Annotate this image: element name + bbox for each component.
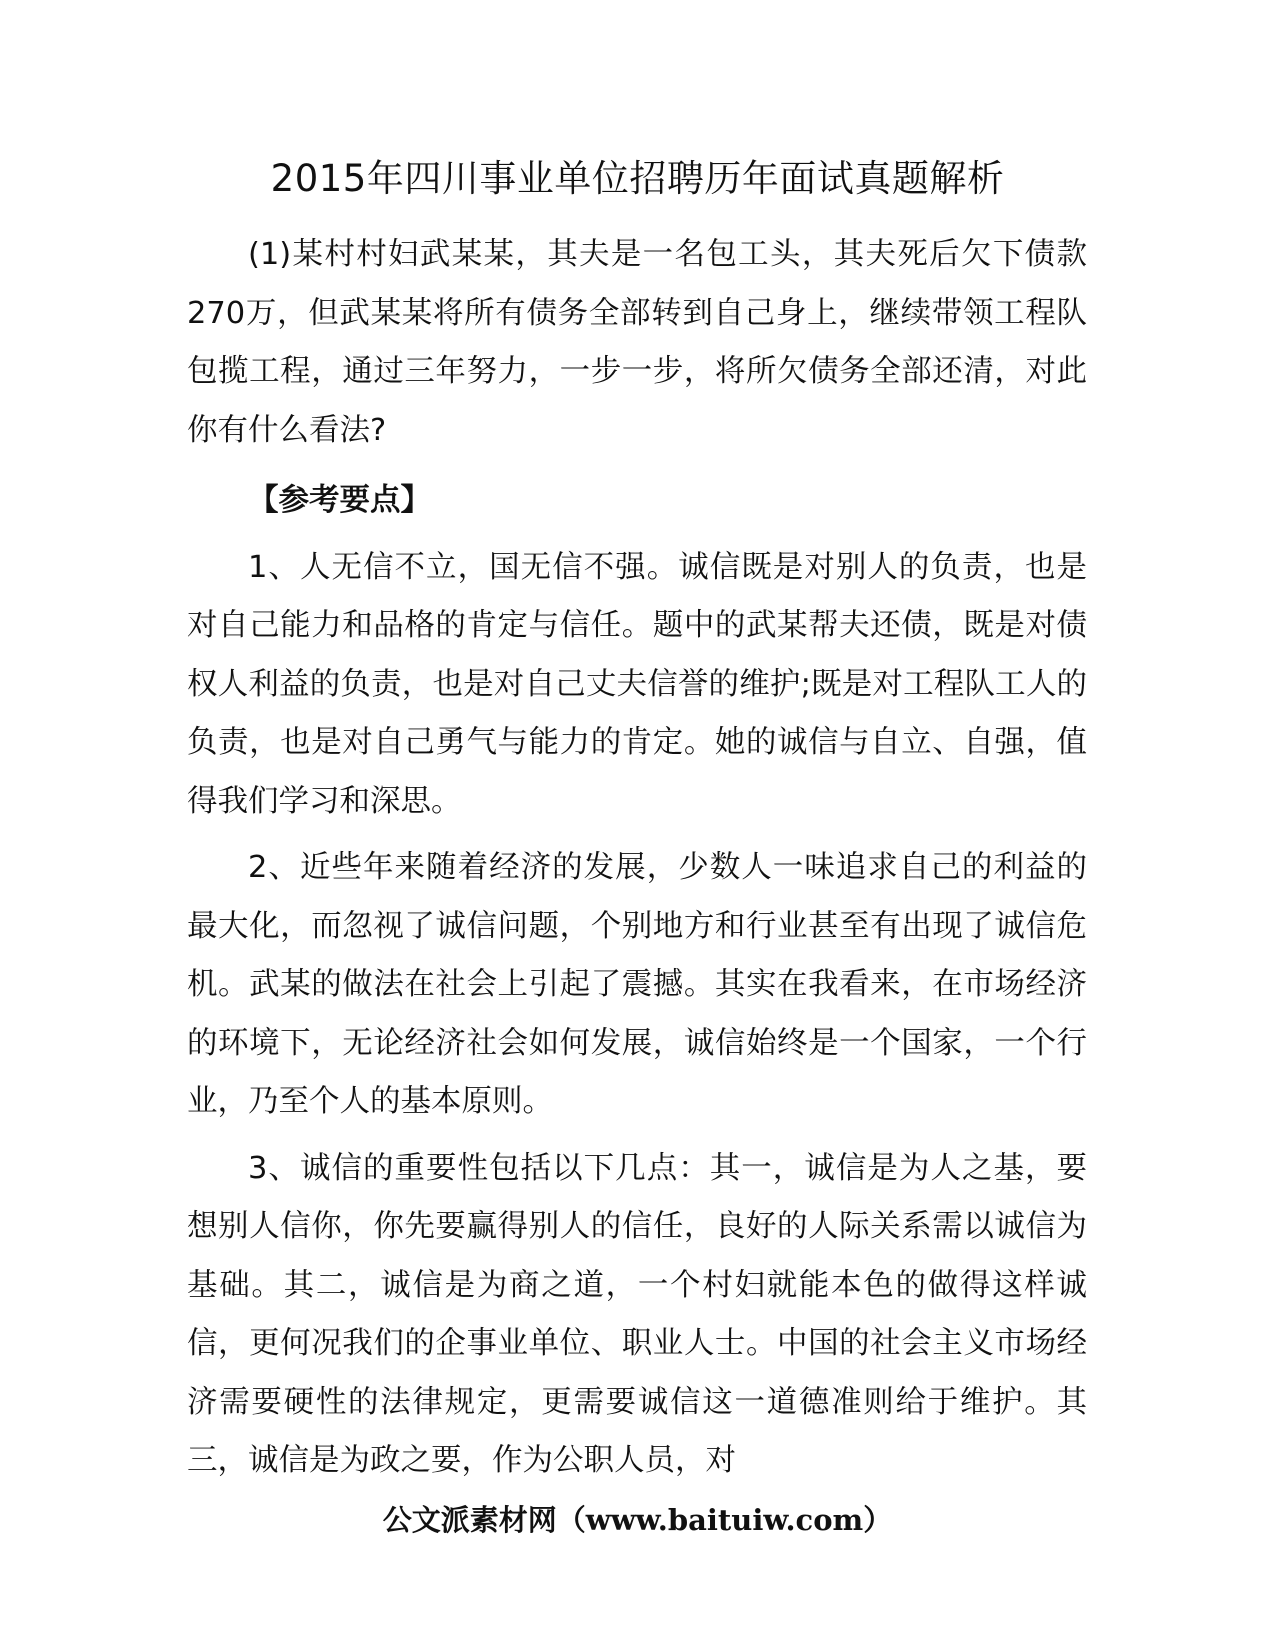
point-1-paragraph: 1、人无信不立，国无信不强。诚信既是对别人的负责，也是对自己能力和品格的肯定与信任。题中的武某帮夫还债，既是对债权人利益的负责，也是对自己丈夫信誉的维护;既是对工程队工人的负责，也是对自己勇气与能力的肯定。她的诚信与自立、自强，值得我们学习和深思。 <box>187 549 1087 819</box>
question-paragraph: (1)某村村妇武某某，其夫是一名包工头，其夫死后欠下债款270万，但武某某将所有债务全部转到自己身上，继续带领工程队包揽工程，通过三年努力，一步一步，将所欠债务全部还清，对此你有什么看法? <box>187 237 1087 448</box>
document-body <box>187 226 1087 1491</box>
footer-watermark: 公文派素材网（www.baituiw.com） <box>382 1503 893 1537</box>
reference-points-heading: 【参考要点】 <box>248 483 431 518</box>
point-2-paragraph: 2、近些年来随着经济的发展，少数人一味追求自己的利益的最大化，而忽视了诚信问题，个别地方和行业甚至有出现了诚信危机。武某的做法在社会上引起了震撼。其实在我看来，在市场经济的环境下，无论经济社会如何发展，诚信始终是一个国家，一个行业，乃至个人的基本原则。 <box>187 850 1087 1119</box>
point-3-paragraph: 3、诚信的重要性包括以下几点：其一，诚信是为人之基，要想别人信你，你先要赢得别人的信任，良好的人际关系需以诚信为基础。其二，诚信是为商之道，一个村妇就能本色的做得这样诚信，更何况我们的企事业单位、职业人士。中国的社会主义市场经济需要硬性的法律规定，更需要诚信这一道德准则给于维护。其三，诚信是为政之要，作为公职人员，对 <box>187 1150 1087 1478</box>
document-title: 2015年四川事业单位招聘历年面试真题解析 <box>270 157 1005 200</box>
